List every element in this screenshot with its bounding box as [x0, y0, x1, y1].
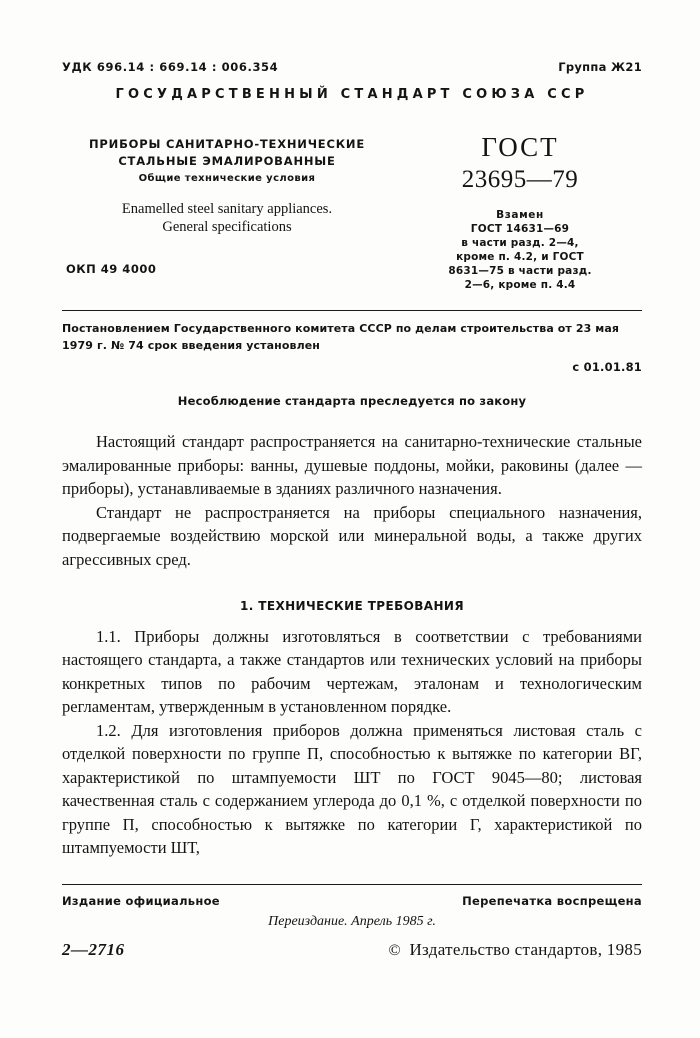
replaces-line-3: кроме п. 4.2, и ГОСТ — [456, 251, 584, 263]
title-en-line-2: General specifications — [162, 219, 292, 235]
official-edition-label: Издание официальное — [62, 894, 220, 908]
paragraph-scope-1: Настоящий стандарт распространяется на санитарно-технические стальные эмалированные приборы: ванны, душевые поддоны, мойки, раковины (далее — приборы), устанавливаемые в зданиях различного назначения. — [62, 432, 642, 498]
replaces-block — [398, 208, 642, 292]
paragraph-scope-2: Стандарт не распространяется на приборы специального назначения, подвергаемые воздействию морской или минеральной воды, а также других агрессивных сред. — [62, 502, 642, 569]
reprint-prohibited-label: Перепечатка воспрещена — [462, 894, 642, 908]
publisher-name: Издательство стандартов, 1985 — [409, 940, 642, 959]
compliance-warning: Несоблюдение стандарта преследуется по закону — [177, 394, 527, 408]
footer-bottom — [62, 940, 642, 960]
title-english — [62, 200, 392, 236]
title-left-column — [62, 132, 392, 276]
publisher-line — [388, 940, 642, 960]
divider-footer — [62, 884, 642, 885]
title-right-column — [392, 132, 642, 292]
standard-banner: ГОСУДАРСТВЕННЫЙ СТАНДАРТ СОЮЗА ССР — [115, 87, 589, 102]
page-footer — [62, 884, 642, 960]
replaces-line-2: в части разд. 2—4, — [461, 237, 579, 249]
footer-row — [62, 894, 642, 908]
replaces-line-4: 8631—75 в части разд. — [448, 265, 592, 277]
title-ru-line-1: ПРИБОРЫ САНИТАРНО-ТЕХНИЧЕСКИЕ — [89, 137, 365, 151]
decree-text: Постановлением Государственного комитета СССР по делам строительства от 23 мая 1979 г. № 74 срок введения установлен — [62, 322, 620, 352]
paragraph-1-2: 1.2. Для изготовления приборов должна применяться листовая сталь с отделкой поверхности по группе П, способностью к вытяжке по категории ВГ, характеристикой по штампуемости ШТ по ГОСТ 9045—80; листовая качественная сталь с содержанием углерода до 0,1 %, с отделкой поверхности по группе П, способностью к вытяжке по категории Г, характеристикой по штампуемости ШТ, — [62, 720, 642, 857]
gost-number: 23695—79 — [461, 166, 579, 193]
okp-code: ОКП 49 4000 — [66, 262, 157, 276]
print-signature: 2—2716 — [62, 940, 125, 959]
divider-top — [62, 310, 642, 311]
reissue-note: Переиздание. Апрель 1985 г. — [268, 914, 436, 929]
effective-date: с 01.01.81 — [572, 360, 642, 374]
title-en-line-1: Enamelled steel sanitary appliances. — [121, 201, 333, 217]
group-code: Группа Ж21 — [558, 60, 642, 74]
copyright-icon: © — [388, 942, 401, 959]
body-text — [62, 430, 642, 860]
title-block — [62, 132, 642, 292]
replaces-line-1: ГОСТ 14631—69 — [470, 223, 570, 235]
title-ru-line-3: Общие технические условия — [138, 173, 316, 184]
header-row — [62, 60, 642, 74]
section-heading-1: 1. ТЕХНИЧЕСКИЕ ТРЕБОВАНИЯ — [239, 599, 465, 613]
replaces-label: Взамен — [496, 209, 544, 221]
page-content — [62, 60, 642, 860]
title-russian — [62, 136, 392, 187]
replaces-line-5: 2—6, кроме п. 4.4 — [464, 279, 576, 291]
udk-code: УДК 696.14 : 669.14 : 006.354 — [62, 60, 279, 74]
paragraph-1-1: 1.1. Приборы должны изготовляться в соответствии с требованиями настоящего стандарта, а также стандартов или технических условий на приборы конкретных типов по рабочим чертежам, эталонам и технологическим регламентам, утвержденным в установленном порядке. — [62, 626, 642, 716]
title-ru-line-2: СТАЛЬНЫЕ ЭМАЛИРОВАННЫЕ — [118, 154, 336, 168]
gost-word: ГОСТ — [481, 132, 559, 162]
